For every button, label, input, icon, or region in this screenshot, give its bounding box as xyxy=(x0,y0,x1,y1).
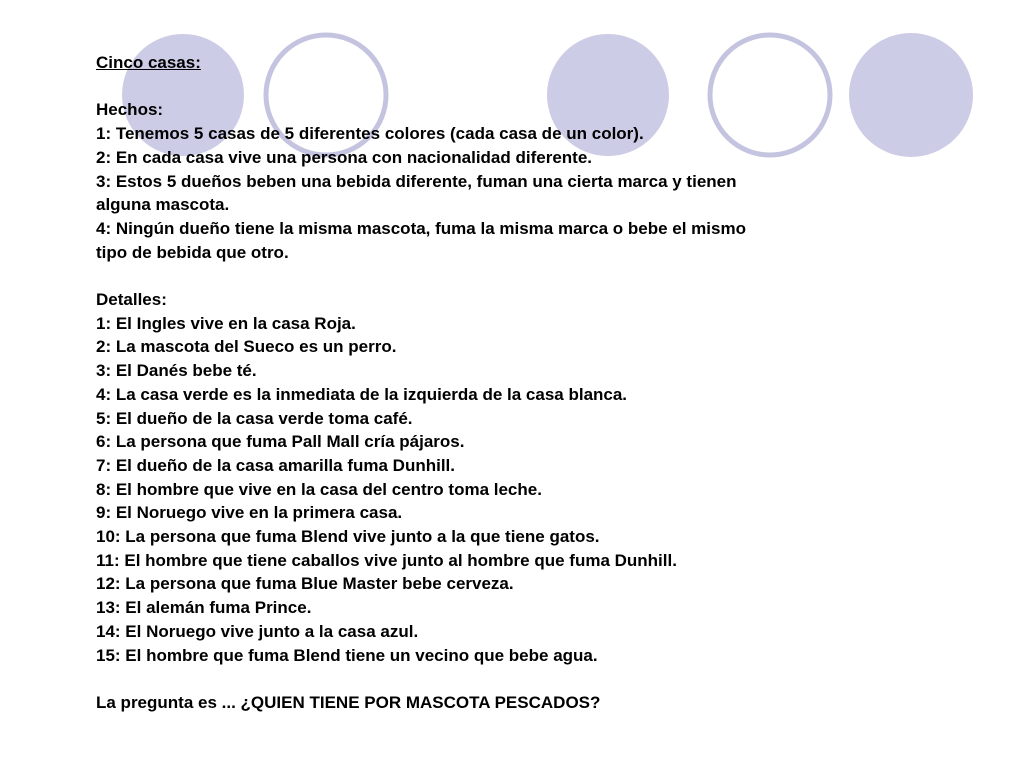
detail-line: 10: La persona que fuma Blend vive junto a la que tiene gatos. xyxy=(96,527,600,547)
detail-line: 1: El Ingles vive en la casa Roja. xyxy=(96,313,356,333)
detail-line: 11: El hombre que tiene caballos vive junto al hombre que fuma Dunhill. xyxy=(96,550,677,570)
details-heading: Detalles: xyxy=(96,290,167,309)
detail-line: 13: El alemán fuma Prince. xyxy=(96,598,312,618)
fact-line: 1: Tenemos 5 casas de 5 diferentes colores (cada casa de un color). xyxy=(96,124,644,144)
detail-line: 9: El Noruego vive en la primera casa. xyxy=(96,503,403,523)
detail-line: 12: La persona que fuma Blue Master bebe cerveza. xyxy=(96,574,514,594)
spacer xyxy=(96,75,996,99)
detail-line: 2: La mascota del Sueco es un perro. xyxy=(96,337,397,357)
spacer xyxy=(96,667,996,691)
detail-line: 8: El hombre que vive en la casa del centro toma leche. xyxy=(96,479,542,499)
spacer xyxy=(96,264,996,288)
fact-line: 2: En cada casa vive una persona con nacionalidad diferente. xyxy=(96,147,593,167)
question-line: La pregunta es ... ¿QUIEN TIENE POR MASCOTA PESCADOS? xyxy=(96,692,601,712)
detail-line: 4: La casa verde es la inmediata de la izquierda de la casa blanca. xyxy=(96,384,628,404)
slide-content xyxy=(96,51,996,715)
fact-line: alguna mascota. xyxy=(96,195,230,215)
facts-heading: Hechos: xyxy=(96,100,164,120)
detail-line: 15: El hombre que fuma Blend tiene un vecino que bebe agua. xyxy=(96,645,598,665)
fact-line: 4: Ningún dueño tiene la misma mascota, fuma la misma marca o bebe el mismo xyxy=(96,218,746,238)
slide-title: Cinco casas: xyxy=(96,53,201,72)
detail-line: 3: El Danés bebe té. xyxy=(96,361,257,381)
fact-line: 3: Estos 5 dueños beben una bebida diferente, fuman una cierta marca y tienen xyxy=(96,171,737,191)
fact-line: tipo de bebida que otro. xyxy=(96,242,289,262)
detail-line: 7: El dueño de la casa amarilla fuma Dunhill. xyxy=(96,455,455,475)
detail-line: 14: El Noruego vive junto a la casa azul. xyxy=(96,621,419,641)
detail-line: 5: El dueño de la casa verde toma café. xyxy=(96,408,413,428)
detail-line: 6: La persona que fuma Pall Mall cría pájaros. xyxy=(96,432,465,452)
